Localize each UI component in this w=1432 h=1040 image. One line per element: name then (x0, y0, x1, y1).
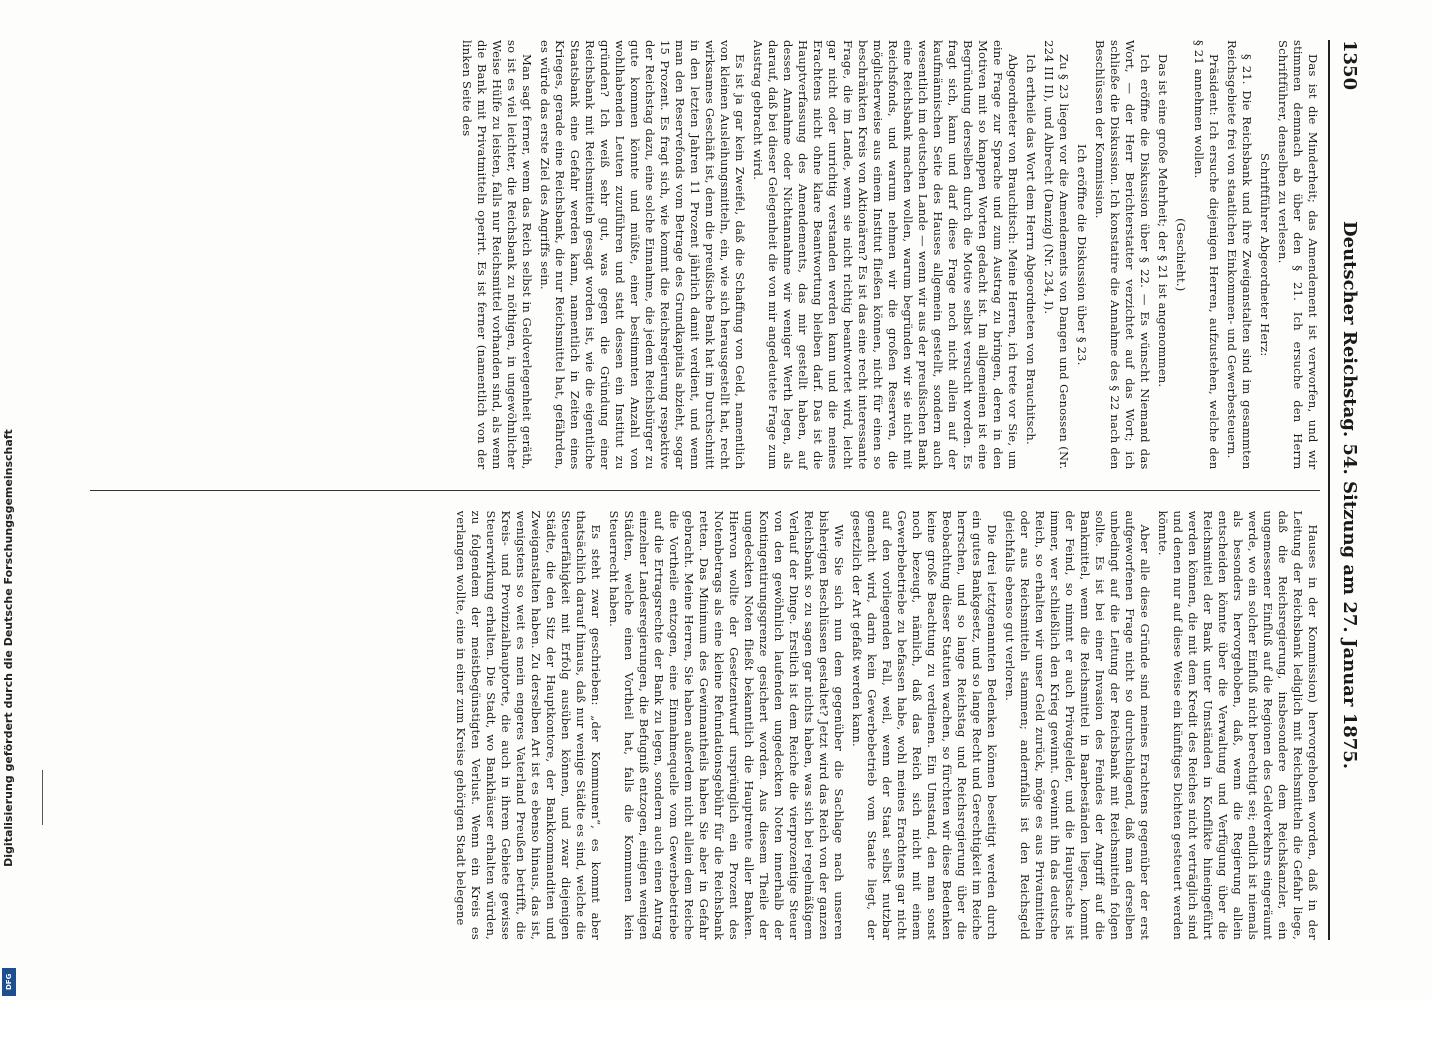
rotated-page-content (80, 40, 1370, 1040)
paragraph: Man sagt ferner, wenn das Reich selbst in Geldverlegenheit geräth, so ist es viel leichter, die Reichsbank zu nöthigen, in ungewöhnlicher Weise Hülfe zu leisten, falls nur Reichsmittel vorhanden sind, als wenn die Bank mit Privatmitteln operirt. Es ist ferner (namentlich von der linken Seite des (460, 40, 534, 470)
paragraph: Präsident: Ich ersuche diejenigen Herren, aufzustehen, welche den § 21 annehmen wollen. (1192, 40, 1221, 470)
paragraph: § 21. Die Reichsbank und ihre Zweiganstalten sind im gesammten Reichsgebiete frei von staatlichen Einkommen- und Gewerbesteuern. (1225, 40, 1254, 470)
paragraph: Zu § 23 liegen vor die Amendements von Dangen und Genossen (Nr. 224 III II), und Albrecht (Danzig) (Nr. 234, I). (1042, 40, 1071, 470)
digitization-credit: Digitalisierung gefördert durch die Deutsche Forschungsgemeinschaft (2, 429, 15, 867)
digitization-margin (0, 0, 18, 1000)
page-title: Deutscher Reichstag. 54. Sitzung am 27. Januar 1875. (1339, 221, 1361, 770)
paragraph: Es steht zwar geschrieben: „der Kommunen“, es kommt aber thatsächlich darauf hinaus, daß nur wenige Städte es sind, welche die Steuerfähigkeit mit Erfolg ausüben können, und zwar diejenigen Städte, die den Sitz der Hauptkontore, der Bankkommanditen und Zweiganstalten haben. Zu derselben Art ist es ebenso hinaus, das ist, wenigstens so weit es mein engeres Vaterland Preußen betrifft, die Kreis- und Provinzialhauptorte, die auch in ihrem Gebiete gewisse Steuerwirkung erhalten. Die Stadt, wo Bankhäuser erhalten würden, zu folgendem der meistbegünstigten Verlust. Wenn ein Kreis es verlangen wollte, eine in einer zum Kreise gehörigen Stadt belegene (454, 510, 603, 940)
scan-mark (42, 770, 43, 825)
column-divider (90, 490, 1320, 491)
paragraph: Schriftführer Abgeordneter Herz: (1258, 153, 1272, 357)
paragraph: (Geschieht.) (1174, 218, 1188, 292)
text-columns (90, 40, 1320, 940)
dfg-logo-icon: DFG (2, 968, 16, 996)
paragraph: Das ist die Minderheit; das Amendement ist verworfen, und wir stimmen demnach ab über den § 21. Ich ersuche den Herrn Schriftführer, denselben zu verlesen. (1276, 40, 1320, 470)
paragraph: Abgeordneter von Brauchitsch: Meine Herren, ich trete vor Sie, um eine Frage zur Sprache und zum Austrag zu bringen, deren in den Motiven mit so knappen Worten gedacht ist. Im allgemeinen ist eine Begründung derselben durch die Motive selbst versucht worden. Es fragt sich, kann und darf diese Frage noch nicht allein auf der kaufmännischen Seite des Hauses allgemein gestellt, sondern auch wesentlich im deutschen Lande — wenn wir aus der preußischen Bank eine Reichsbank machen wollen, warum begründen wir sie nicht mit Reichsfonds, und warum nehmen wir die großen Reserven, die möglicherweise aus einem Institut fließen können, nicht für einen so beschränkten Kreis von Aktionären? Es ist das eine recht interessante Frage, die im Lande, wenn sie nicht richtig beantwortet wird, leicht gar nicht oder unrichtig verstanden werden kann und die meines Erachtens nicht ohne klare Beantwortung bleiben darf. Das ist die Hauptverfassung des Amendements, das mir gestellt haben, auf dessen Annahme oder Nichtannahme wir weniger Werth legen, als darauf, daß bei dieser Gelegenheit die von mir angedeutete Frage zum Austrag gebracht wird. (751, 40, 1020, 470)
paragraph: Aber alle diese Gründe sind meines Erachtens gegenüber der erst aufgeworfenen Frage nicht so durchschlagend, daß man derselben unbedingt auf die Leitung der Reichsbank mit Reichsmitteln folgen sollte. Es ist bei einer Invasion des Feindes der Angriff auf die Bankmittel, wenn die Reichsmittel in Baarbeständen liegen, kommt der Feind, so nimmt er auch Privatgelder, und die Hauptsache ist immer, wer schließlich den Krieg gewinnt. Gewinnt ihn das deutsche Reich, so erhalten wir unser Geld zurück, möge es aus Privatmitteln oder aus Reichsmitteln stammen; andernfalls ist den Reichsgeld gleichfalls ebenso gut verloren. (1003, 510, 1152, 940)
text-column-right (90, 511, 1320, 941)
paragraph: Das ist eine große Mehrheit; der § 21 ist angenommen. (1156, 54, 1170, 388)
text-column-left (90, 40, 1320, 470)
page-header (1328, 40, 1370, 940)
paragraph: Es ist ja gar kein Zweifel, daß die Schaffung von Geld, namentlich von kleinen Ausleihungsmitteln, ein, wie sich herausgestellt hat, recht wirksames Geschäft ist, denn die preußische Bank hat im Durchschnitt in den letzten Jahren 11 Prozent jährlich damit verdient, und wenn man den Reservefonds vom Betrage des Grundkapitals abzieht, sogar 15 Prozent. Es fragt sich, wie kommt die Reichsregierung respektive der Reichstag dazu, eine solche Einnahme, die jedem Reichsbürger zu gute kommen könnte und müßte, einer bestimmten Anzahl von wohlhabenden Leuten zuzuführen und statt dessen ein Institut zu gründen? Ich weiß sehr gut, was gegen die Gründung einer Reichsbank mit Reichsmitteln gesagt worden ist, wie die eigentliche Staatsbank eine Gefahr werden kann, namentlich in Zeiten eines Krieges, gerade eine Reichsbank, die nur Reichsmittel hat, gefährden, es würde das erste Ziel des Angriffs sein. (538, 40, 747, 470)
paragraph: Die drei letztgenannten Bedenken können beseitigt werden durch ein gutes Bankgesetz, und so lange Recht und Gerechtigkeit im Reiche herrschen, und so lange Reichstag und Reichsregierung über die Beobachtung dieser Statuten wachen, so fürchten wir diese Bedenken keine große Beachtung zu verdienen. Ein Umstand, den man sonst noch bezeugt, nämlich, daß das Reich sich nicht mit einem Gewerbebetriebe zu befassen habe, wohl meines Erachtens gar nicht auf den vorliegenden Fall, weil, wenn der Staat selbst nutzbar gemacht wird, darin kein Gewerbebetrieb vom Staate liegt, der gesetzlich der Art gefaßt werden kann. (850, 510, 999, 940)
page-number: 1350 (1339, 40, 1361, 91)
paragraph: Wie Sie sich nun dem gegenüber die Sachlage nach unseren bisherigen Beschlüssen gestaltet? Jetzt wird das Reich von der ganzen Reichsbank so zu sagen gar nichts haben, was sich bei regelmäßigem Verlauf der Dinge. Erstlich ist dem Reiche die vierprozentige Steuer von den gewöhnlich laufenden ungedeckten Noten innerhalb der Kontingentirungsgrenze gesichert worden. Aus diesem Theile der ungedeckten Noten fließt bekanntlich die Hauptrente aller Banken. Hiervon wollte der Gesetzentwurf ursprünglich ein Prozent des Notenbetrags als eine kleine Refundationsgebühr für die Reichsbank retten. Das Minimum des Gewinnantheils haben Sie aber in Gefahr gebracht. Meine Herren, Sie haben außerdem nicht allein dem Reiche die Vortheile entzogen, eine Einnahmequelle vom Gewerbebetriebe auf die Ertragsrechte der Bank zu legen, sondern auch einen Antrag einzelner Landesregierungen, die Befugniß entzogen, einigen wenigen Städten, welche einen Vortheil hat, falls die Kommunen kein Steuerrecht haben. (607, 510, 846, 940)
paragraph: Hauses in der Kommission) hervorgehoben worden, daß in der Leitung der Reichsbank lediglich mit Reichsmitteln die Gefahr liege, daß die Reichsregierung, insbesondere dem Reichskanzler, ein ungemessener Einfluß auf die Regionen des Geldverkehrs eingeräumt werde, wo ein solcher Einfluß nicht berechtigt sei; endlich ist niemals als besonders hervorgehoben, daß, wenn die Regierung allein entscheiden könnte über die Verwaltung und Verfügung über die Reichsmittel der Bank unter Umständen in Konflikte hineingeführt werden können, die mit dem Kredit des Reiches nicht verträglich sind und denen nur auf diese Weise ein künftiges Dichten gesteuert werden könnte. (1156, 510, 1320, 940)
paragraph: Ich ertheile das Wort dem Herrn Abgeordneten von Brauchitsch. (1024, 54, 1038, 445)
paragraph: Ich eröffne die Diskussion über § 22. — Es wünscht Niemand das Wort, — der Herr Berichterstatter verzichtet auf das Wort; ich schließe die Diskussion. Ich konstatire die Annahme des § 22 nach den Beschlüssen der Kommission. (1093, 40, 1152, 470)
paragraph: Ich eröffne die Diskussion über § 23. (1075, 143, 1089, 366)
